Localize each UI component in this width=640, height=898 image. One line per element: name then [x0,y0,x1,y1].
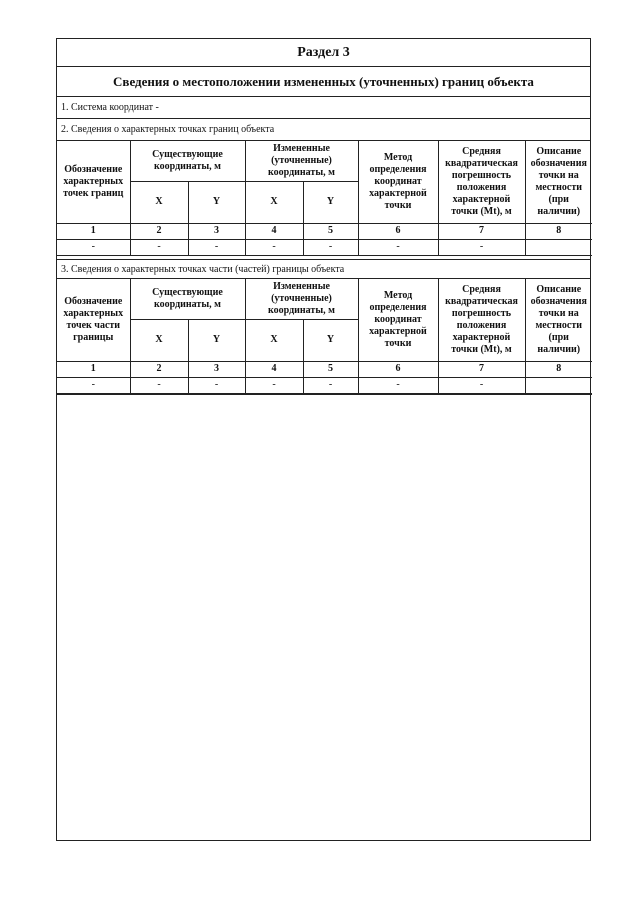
table2-column-number: 2 [130,361,188,377]
table1-caption: 2. Сведения о характерных точках границ объекта [57,119,590,141]
table1-column-number: 7 [438,223,525,239]
document-frame [56,38,591,841]
table2-header-description: Описание обозначения точки на местности (при наличии) [525,279,592,361]
table1-header-changed-x: X [245,181,303,223]
table1-cell: - [57,239,130,255]
table1-column-number: 4 [245,223,303,239]
table2-column-number: 4 [245,361,303,377]
table1-cell: - [358,239,438,255]
table2-caption: 3. Сведения о характерных точках части (частей) границы объекта [57,259,590,279]
table1-cell: - [245,239,303,255]
table1-header-changed-y: Y [303,181,358,223]
table1-column-number: 6 [358,223,438,239]
table1-header-method: Метод определения координат характерной точки [358,141,438,223]
table2-header-existing: Существующие координаты, м [130,279,245,319]
table1-cell: - [303,239,358,255]
table1-header-description: Описание обозначения точки на местности (при наличии) [525,141,592,223]
table1-cell: - [438,239,525,255]
table1-header-existing-y: Y [188,181,245,223]
table2-cell: - [245,377,303,393]
table2-header-existing-x: X [130,319,188,361]
table1-cell [525,239,592,255]
table1-column-number: 2 [130,223,188,239]
table2-cell: - [188,377,245,393]
table1-cell: - [130,239,188,255]
table2-header-method: Метод определения координат характерной точки [358,279,438,361]
table1-header-existing: Существующие координаты, м [130,141,245,181]
table2-header-existing-y: Y [188,319,245,361]
table1-row [57,239,592,255]
table2-bottom-rule [57,393,592,394]
table2-cell: - [57,377,130,393]
table2-column-number: 8 [525,361,592,377]
table2-cell: - [130,377,188,393]
table2-header-changed-x: X [245,319,303,361]
table2-header-changed: Измененные (уточненные) координаты, м [245,279,358,319]
table2-column-number: 7 [438,361,525,377]
table2-column-number: 1 [57,361,130,377]
table2-points [57,279,592,395]
table1-header-point: Обозначение характерных точек границ [57,141,130,223]
table1-header-existing-x: X [130,181,188,223]
table2-cell: - [358,377,438,393]
table2-header-point: Обозначение характерных точек части границы [57,279,130,361]
table1-column-number: 1 [57,223,130,239]
table2-column-number: 5 [303,361,358,377]
table2-header-error: Средняя квадратическая погрешность положения характерной точки (Mt), м [438,279,525,361]
table2-cell [525,377,592,393]
table1-column-number: 3 [188,223,245,239]
table1-header-error: Средняя квадратическая погрешность положения характерной точки (Mt), м [438,141,525,223]
table1-cell: - [188,239,245,255]
document-title: Сведения о местоположении измененных (уточненных) границ объекта [57,67,590,97]
section-title: Раздел 3 [57,39,590,67]
table2-column-number: 3 [188,361,245,377]
table1-column-number: 5 [303,223,358,239]
table2-cell: - [438,377,525,393]
coordinate-system-line: 1. Система координат - [57,97,590,119]
table2-cell: - [303,377,358,393]
table1-column-number: 8 [525,223,592,239]
table2-row [57,377,592,393]
table1-header-changed: Измененные (уточненные) координаты, м [245,141,358,181]
table2-column-number: 6 [358,361,438,377]
table2-header-changed-y: Y [303,319,358,361]
table1-points [57,141,592,256]
